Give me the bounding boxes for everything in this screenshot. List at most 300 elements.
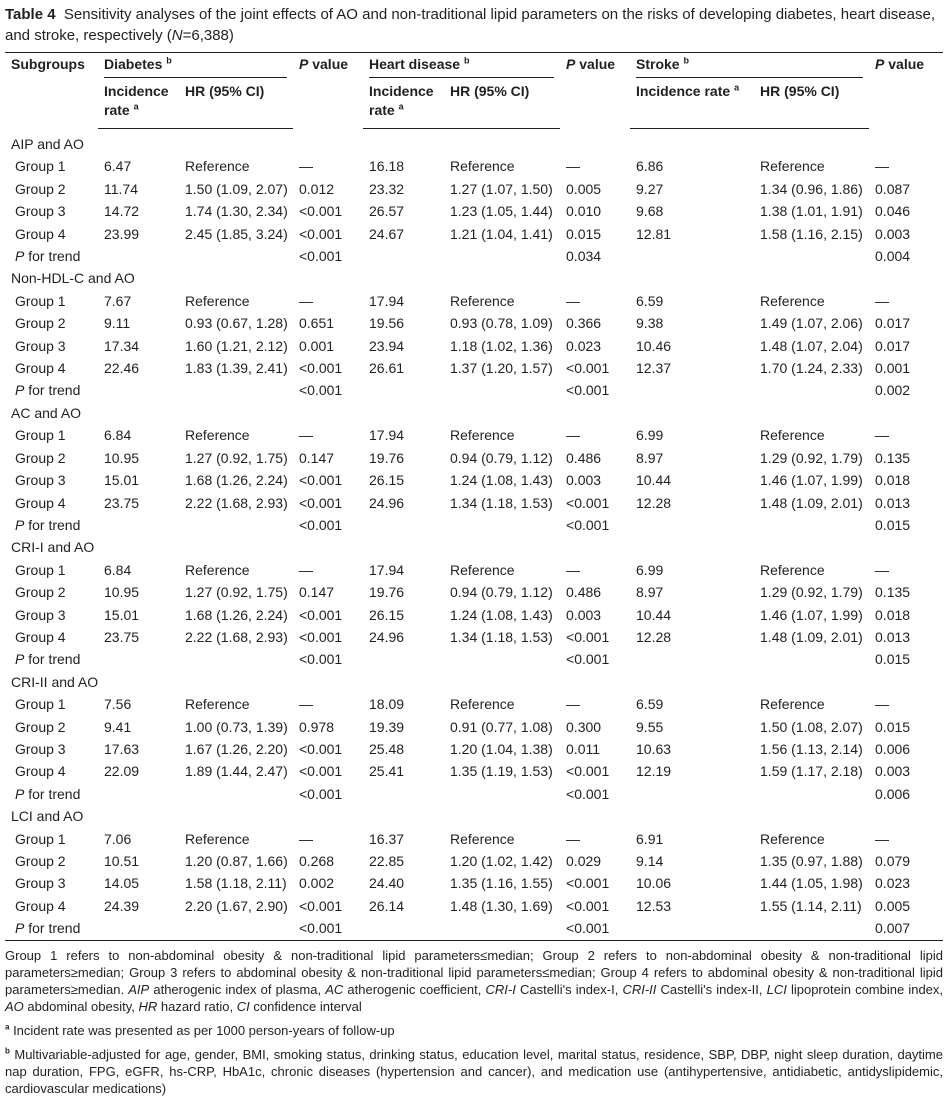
- cell-d-p: 0.147: [299, 449, 335, 466]
- cell-h-p: <0.001: [566, 763, 610, 780]
- cell-s-inc: 6.59: [636, 696, 664, 713]
- row-label: Group 4: [15, 494, 66, 511]
- cell-h-inc: 24.40: [369, 875, 405, 892]
- caption-n: N: [171, 27, 183, 44]
- cell-h-p: 0.486: [566, 584, 602, 601]
- abbrev-term: AIP: [128, 981, 150, 997]
- row-label: Group 1: [15, 830, 66, 847]
- table-row: [5, 716, 943, 738]
- cell-s-p: 0.003: [875, 763, 911, 780]
- cell-h-p: <0.001: [566, 897, 610, 914]
- cell-d-p: —: [299, 158, 313, 175]
- cell-d-hr: Reference: [185, 830, 250, 847]
- cell-d-hr: 1.50 (1.09, 2.07): [185, 180, 288, 197]
- row-label: Group 3: [15, 203, 66, 220]
- trend-p-s: 0.002: [875, 382, 911, 399]
- cell-d-p: <0.001: [299, 628, 343, 645]
- table-row: [5, 424, 943, 446]
- cell-s-inc: 6.91: [636, 830, 664, 847]
- table-row: [5, 447, 943, 469]
- abbrev-desc: lipoprotein combine index,: [786, 981, 944, 997]
- trend-p-s: 0.006: [875, 785, 911, 802]
- cell-d-p: <0.001: [299, 740, 343, 757]
- cell-s-inc: 6.86: [636, 158, 664, 175]
- cell-s-hr: 1.48 (1.09, 2.01): [760, 494, 863, 511]
- section-label: CRI-II and AO: [11, 673, 99, 690]
- trend-label: P for trend: [15, 248, 81, 265]
- cell-h-inc: 26.14: [369, 897, 405, 914]
- footnote-b: $^b$ Multivariable-adjusted for age, gender, BMI, smoking status, drinking status, education level, marital status, residence, SBP, DBP, night sleep duration, daytime nap duration, FPG, eGFR, hs-CRP, HbA1c, chronic diseases (hypertension and cancer), and medication use (antihypertensive, antidiabetic, antidyslipidemic, cardiovascular medications): [5, 1046, 943, 1096]
- cell-h-p: 0.003: [566, 472, 602, 489]
- cell-h-hr: 1.21 (1.04, 1.41): [450, 225, 553, 242]
- empty-cell: [444, 648, 560, 670]
- cell-d-inc: 23.99: [104, 225, 140, 242]
- row-label: Group 2: [15, 584, 66, 601]
- trend-p-s: 0.007: [869, 917, 943, 940]
- cell-d-inc: 7.56: [104, 696, 132, 713]
- cell-s-inc: 10.44: [636, 472, 672, 489]
- empty-cell: [98, 245, 179, 267]
- cell-h-p: <0.001: [566, 494, 610, 511]
- empty-cell: [754, 514, 869, 536]
- trend-p-d: <0.001: [299, 516, 343, 533]
- header-subgroups: Subgroups: [5, 53, 98, 129]
- cell-d-hr: Reference: [185, 561, 250, 578]
- cell-h-p: 0.005: [566, 180, 602, 197]
- cell-d-inc: 14.05: [104, 875, 140, 892]
- row-label: Group 2: [15, 718, 66, 735]
- cell-h-hr: 1.35 (1.16, 1.55): [450, 875, 553, 892]
- cell-s-p: 0.135: [875, 449, 911, 466]
- cell-h-hr: Reference: [450, 696, 515, 713]
- cell-h-p: —: [566, 292, 581, 309]
- row-label: Group 3: [15, 875, 66, 892]
- header-heart-incidence: Incidence rate $^a$: [363, 80, 444, 129]
- cell-s-inc: 12.37: [636, 360, 672, 377]
- cell-d-inc: 10.95: [104, 584, 140, 601]
- cell-h-hr: 0.91 (0.77, 1.08): [450, 718, 553, 735]
- table-row: [5, 357, 943, 379]
- cell-s-p: —: [875, 427, 890, 444]
- section-label: CRI-I and AO: [11, 539, 95, 556]
- cell-h-p: —: [566, 158, 581, 175]
- cell-d-p: —: [299, 561, 313, 578]
- cell-d-inc: 17.63: [104, 740, 140, 757]
- cell-h-inc: 23.32: [369, 180, 405, 197]
- empty-cell: [179, 379, 293, 401]
- cell-h-p: 0.366: [566, 315, 602, 332]
- cell-h-p: —: [566, 427, 581, 444]
- table-row: [5, 469, 943, 491]
- trend-p-h: 0.034: [566, 248, 602, 265]
- cell-d-hr: 1.83 (1.39, 2.41): [185, 360, 288, 377]
- trend-label: P for trend: [15, 382, 81, 399]
- cell-s-hr: 1.44 (1.05, 1.98): [760, 875, 863, 892]
- cell-d-p: <0.001: [299, 203, 343, 220]
- cell-d-hr: Reference: [185, 292, 250, 309]
- empty-cell: [179, 783, 293, 805]
- empty-cell: [754, 648, 869, 670]
- abbrev-desc: abdominal obesity,: [23, 998, 139, 1014]
- cell-s-inc: 6.59: [636, 292, 664, 309]
- cell-h-p: 0.011: [566, 740, 601, 757]
- cell-s-hr: Reference: [760, 561, 825, 578]
- abbrev-desc: Castelli's index-II,: [656, 981, 767, 997]
- cell-s-hr: 1.46 (1.07, 1.99): [760, 472, 863, 489]
- cell-d-hr: 1.74 (1.30, 2.34): [185, 203, 288, 220]
- cell-s-p: —: [875, 561, 890, 578]
- cell-s-hr: Reference: [760, 292, 825, 309]
- cell-d-hr: 1.27 (0.92, 1.75): [185, 584, 288, 601]
- cell-h-p: <0.001: [566, 628, 610, 645]
- cell-d-hr: 1.27 (0.92, 1.75): [185, 449, 288, 466]
- cell-s-inc: 6.99: [636, 427, 664, 444]
- trend-p-h: <0.001: [566, 382, 610, 399]
- cell-d-inc: 10.95: [104, 449, 140, 466]
- abbrev-term: AO: [5, 998, 24, 1014]
- cell-s-hr: 1.70 (1.24, 2.33): [760, 360, 863, 377]
- cell-d-inc: 22.09: [104, 763, 140, 780]
- header-diabetes-p: P value: [293, 53, 363, 129]
- row-label: Group 2: [15, 315, 66, 332]
- cell-h-inc: 17.94: [369, 561, 405, 578]
- cell-h-inc: 16.18: [369, 158, 405, 175]
- cell-d-inc: 23.75: [104, 494, 140, 511]
- cell-s-hr: 1.29 (0.92, 1.79): [760, 449, 863, 466]
- cell-s-p: 0.013: [875, 628, 911, 645]
- header-diabetes-incidence: Incidence rate $^a$: [98, 80, 179, 129]
- cell-s-p: —: [875, 696, 890, 713]
- cell-d-p: 0.001: [299, 337, 335, 354]
- empty-cell: [179, 514, 293, 536]
- cell-h-p: 0.015: [566, 225, 602, 242]
- cell-s-p: 0.015: [875, 718, 911, 735]
- cell-h-inc: 19.76: [369, 449, 405, 466]
- cell-d-p: 0.147: [299, 584, 335, 601]
- cell-h-inc: 17.94: [369, 292, 405, 309]
- abbrev-term: CRI-I: [485, 981, 516, 997]
- cell-h-p: —: [566, 696, 581, 713]
- cell-d-hr: Reference: [185, 696, 250, 713]
- cell-h-hr: 0.93 (0.78, 1.09): [450, 315, 553, 332]
- caption-n-value: =6,388): [182, 27, 234, 44]
- cell-h-hr: 1.35 (1.19, 1.53): [450, 763, 553, 780]
- cell-h-inc: 26.57: [369, 203, 405, 220]
- cell-d-p: —: [299, 292, 313, 309]
- table-container: [5, 0, 943, 1097]
- cell-h-inc: 17.94: [369, 427, 405, 444]
- row-label: Group 2: [15, 449, 66, 466]
- header-diabetes: Diabetes $^b$: [98, 53, 293, 81]
- cell-h-hr: 0.94 (0.79, 1.12): [450, 584, 553, 601]
- section-row: [5, 129, 943, 156]
- footnote-a: $^a$ Incident rate was presented as per 1000 person-years of follow-up: [5, 1022, 395, 1038]
- cell-h-inc: 23.94: [369, 337, 405, 354]
- empty-cell: [630, 917, 754, 940]
- cell-h-hr: Reference: [450, 830, 515, 847]
- cell-h-p: 0.029: [566, 853, 602, 869]
- table-row: [5, 559, 943, 581]
- cell-d-hr: Reference: [185, 158, 250, 175]
- empty-cell: [630, 245, 754, 267]
- empty-cell: [179, 917, 293, 940]
- cell-d-inc: 9.11: [104, 315, 131, 332]
- cell-h-inc: 26.15: [369, 606, 405, 623]
- cell-d-p: 0.002: [299, 875, 335, 892]
- cell-s-hr: 1.38 (1.01, 1.91): [760, 203, 863, 220]
- cell-s-p: —: [875, 158, 890, 175]
- empty-cell: [444, 783, 560, 805]
- empty-cell: [444, 917, 560, 940]
- cell-d-p: —: [299, 830, 313, 847]
- cell-s-inc: 12.19: [636, 763, 672, 780]
- results-table: [5, 52, 943, 941]
- cell-d-p: <0.001: [299, 897, 343, 914]
- trend-row: [5, 783, 943, 805]
- cell-h-p: <0.001: [566, 875, 610, 892]
- cell-h-inc: 26.61: [369, 360, 405, 377]
- cell-s-hr: Reference: [760, 427, 825, 444]
- trend-p-d: <0.001: [293, 917, 363, 940]
- header-stroke-incidence: Incidence rate $^a$: [630, 80, 754, 129]
- empty-cell: [444, 245, 560, 267]
- trend-row: [5, 917, 943, 940]
- empty-cell: [179, 648, 293, 670]
- trend-p-d: <0.001: [299, 651, 343, 668]
- empty-cell: [363, 917, 444, 940]
- cell-s-inc: 10.46: [636, 337, 672, 354]
- cell-d-hr: 2.20 (1.67, 2.90): [185, 897, 288, 914]
- cell-d-p: <0.001: [299, 606, 343, 623]
- cell-d-inc: 6.84: [104, 427, 132, 444]
- empty-cell: [98, 648, 179, 670]
- header-diabetes-hr: HR (95% CI): [179, 80, 293, 129]
- table-row: [5, 850, 943, 872]
- table-row: [5, 581, 943, 603]
- cell-s-p: —: [875, 830, 890, 847]
- table-body: [5, 129, 943, 941]
- cell-d-inc: 10.51: [104, 853, 140, 869]
- row-label: Group 2: [15, 853, 66, 869]
- cell-d-inc: 7.67: [104, 292, 132, 309]
- cell-h-hr: 1.24 (1.08, 1.43): [450, 606, 553, 623]
- cell-d-hr: 1.68 (1.26, 2.24): [185, 472, 288, 489]
- table-row: [5, 178, 943, 200]
- cell-s-hr: Reference: [760, 158, 825, 175]
- abbrev-desc: Castelli's index-I,: [515, 981, 623, 997]
- table-row: [5, 693, 943, 715]
- cell-h-inc: 19.39: [369, 718, 405, 735]
- header-stroke: Stroke $^b$: [630, 53, 869, 81]
- cell-d-p: <0.001: [299, 472, 343, 489]
- table-row: [5, 895, 943, 917]
- cell-h-hr: 1.20 (1.02, 1.42): [450, 853, 553, 869]
- row-label: Group 3: [15, 337, 66, 354]
- trend-p-h: <0.001: [566, 651, 610, 668]
- cell-s-p: 0.006: [875, 740, 911, 757]
- cell-d-inc: 17.34: [104, 337, 140, 354]
- row-label: Group 1: [15, 696, 66, 713]
- cell-h-hr: 1.18 (1.02, 1.36): [450, 337, 553, 354]
- cell-s-inc: 9.68: [636, 203, 664, 220]
- cell-s-inc: 8.97: [636, 584, 664, 601]
- cell-d-inc: 11.74: [104, 180, 138, 197]
- cell-h-p: 0.023: [566, 337, 602, 354]
- cell-h-p: 0.010: [566, 203, 602, 220]
- cell-d-p: <0.001: [299, 360, 343, 377]
- cell-d-hr: 0.93 (0.67, 1.28): [185, 315, 288, 332]
- row-label: Group 1: [15, 427, 66, 444]
- cell-h-p: 0.486: [566, 449, 602, 466]
- cell-d-hr: 1.68 (1.26, 2.24): [185, 606, 288, 623]
- table-row: [5, 760, 943, 782]
- cell-h-hr: 1.34 (1.18, 1.53): [450, 494, 553, 511]
- header-heart: Heart disease $^b$: [363, 53, 560, 81]
- cell-s-hr: Reference: [760, 696, 825, 713]
- empty-cell: [98, 514, 179, 536]
- empty-cell: [363, 648, 444, 670]
- cell-d-p: 0.268: [299, 853, 335, 869]
- empty-cell: [444, 514, 560, 536]
- row-label: Group 3: [15, 472, 66, 489]
- footnote-abbreviations: [5, 982, 943, 1014]
- cell-s-inc: 10.44: [636, 606, 672, 623]
- cell-s-p: 0.046: [875, 203, 911, 220]
- header-heart-p: P value: [560, 53, 630, 129]
- cell-s-p: 0.017: [875, 337, 911, 354]
- trend-label: P for trend: [15, 785, 81, 802]
- cell-s-p: 0.005: [875, 897, 911, 914]
- row-label: Group 4: [15, 628, 66, 645]
- empty-cell: [630, 514, 754, 536]
- table-caption: [5, 4, 943, 46]
- cell-d-p: 0.012: [299, 180, 335, 197]
- cell-s-inc: 12.28: [636, 494, 672, 511]
- cell-d-inc: 15.01: [104, 606, 140, 623]
- table-row: [5, 335, 943, 357]
- cell-d-hr: 1.60 (1.21, 2.12): [185, 337, 288, 354]
- empty-cell: [630, 783, 754, 805]
- table-row: [5, 223, 943, 245]
- cell-h-inc: 26.15: [369, 472, 405, 489]
- section-row: [5, 671, 943, 693]
- trend-label: P for trend: [15, 516, 81, 533]
- empty-cell: [363, 245, 444, 267]
- cell-s-p: 0.018: [875, 472, 911, 489]
- cell-h-hr: Reference: [450, 158, 515, 175]
- section-row: [5, 402, 943, 424]
- cell-s-hr: 1.58 (1.16, 2.15): [760, 225, 863, 242]
- trend-p-d: <0.001: [299, 382, 343, 399]
- cell-d-hr: 2.45 (1.85, 3.24): [185, 225, 288, 242]
- cell-d-inc: 14.72: [104, 203, 140, 220]
- table-row: [5, 492, 943, 514]
- empty-cell: [98, 379, 179, 401]
- abbrev-desc: confidence interval: [249, 998, 362, 1014]
- empty-cell: [754, 379, 869, 401]
- empty-cell: [754, 783, 869, 805]
- cell-h-inc: 25.48: [369, 740, 405, 757]
- empty-cell: [363, 514, 444, 536]
- cell-d-p: <0.001: [299, 763, 343, 780]
- abbrev-desc: atherogenic coefficient,: [343, 981, 486, 997]
- table-row: [5, 738, 943, 760]
- cell-s-inc: 12.53: [636, 897, 672, 914]
- cell-d-p: —: [299, 696, 313, 713]
- cell-s-hr: 1.50 (1.08, 2.07): [760, 718, 863, 735]
- cell-s-p: 0.001: [875, 360, 911, 377]
- trend-p-s: 0.004: [875, 248, 911, 265]
- trend-row: [5, 245, 943, 267]
- header-stroke-hr: HR (95% CI): [754, 80, 869, 129]
- table-row: [5, 155, 943, 177]
- row-label: Group 1: [15, 561, 66, 578]
- section-row: [5, 536, 943, 558]
- section-row: [5, 805, 943, 827]
- table-footnotes: [5, 947, 943, 1097]
- cell-h-p: 0.300: [566, 718, 602, 735]
- cell-h-inc: 22.85: [369, 853, 405, 869]
- abbrev-desc: hazard ratio,: [157, 998, 237, 1014]
- cell-h-hr: 1.23 (1.05, 1.44): [450, 203, 553, 220]
- trend-row: [5, 514, 943, 536]
- row-label: Group 3: [15, 606, 66, 623]
- cell-h-hr: Reference: [450, 292, 515, 309]
- cell-s-inc: 12.81: [636, 225, 672, 242]
- trend-row: [5, 648, 943, 670]
- cell-d-inc: 9.41: [104, 718, 132, 735]
- row-label: Group 4: [15, 897, 66, 914]
- cell-d-hr: 1.00 (0.73, 1.39): [185, 718, 288, 735]
- cell-d-p: —: [299, 427, 313, 444]
- section-label: LCI and AO: [11, 808, 84, 825]
- cell-h-hr: 1.24 (1.08, 1.43): [450, 472, 553, 489]
- cell-h-hr: 1.34 (1.18, 1.53): [450, 628, 553, 645]
- cell-h-hr: 1.20 (1.04, 1.38): [450, 740, 553, 757]
- row-label: Group 4: [15, 763, 66, 780]
- footnote-groups: Group 1 refers to non-abdominal obesity & non-traditional lipid parameters≤median; Group 2 refers to non-abdominal obesity & non-traditional lipid parameters≥median; Group 3 refers to abdominal obesity & non-traditional lipid parameters≤median; Group 4 refers to abdominal obesity & non-traditional lipid parameters≥median. AIP atherogenic index of plasma, AC atherogenic coefficient, CRI-I Castelli's index-I, CRI-II Castelli's index-II, LCI lipoprotein combine index, AO abdominal obesity, HR hazard ratio, CI confidence interval: [5, 947, 944, 1014]
- row-label: Group 3: [15, 740, 66, 757]
- table-row: [5, 828, 943, 850]
- cell-h-inc: 19.76: [369, 584, 405, 601]
- cell-s-inc: 9.38: [636, 315, 664, 332]
- table-label: Table 4: [5, 6, 56, 23]
- empty-cell: [444, 379, 560, 401]
- cell-h-inc: 24.96: [369, 628, 405, 645]
- cell-s-hr: 1.48 (1.07, 2.04): [760, 337, 863, 354]
- cell-d-hr: 1.20 (0.87, 1.66): [185, 853, 288, 869]
- cell-s-hr: 1.55 (1.14, 2.11): [760, 897, 862, 914]
- cell-d-inc: 6.47: [104, 158, 132, 175]
- table-row: [5, 872, 943, 894]
- empty-cell: [363, 379, 444, 401]
- cell-s-p: 0.087: [875, 180, 911, 197]
- cell-h-inc: 18.09: [369, 696, 405, 713]
- cell-s-inc: 10.63: [636, 740, 672, 757]
- cell-s-hr: 1.34 (0.96, 1.86): [760, 180, 863, 197]
- empty-cell: [630, 648, 754, 670]
- empty-cell: [754, 917, 869, 940]
- row-label: Group 1: [15, 158, 66, 175]
- cell-d-p: <0.001: [299, 494, 343, 511]
- cell-d-p: 0.651: [299, 315, 335, 332]
- table-row: [5, 312, 943, 334]
- cell-s-p: —: [875, 292, 890, 309]
- trend-p-h: <0.001: [560, 917, 630, 940]
- trend-p-d: <0.001: [299, 248, 343, 265]
- cell-s-p: 0.013: [875, 494, 911, 511]
- section-label: AIP and AO: [11, 136, 84, 152]
